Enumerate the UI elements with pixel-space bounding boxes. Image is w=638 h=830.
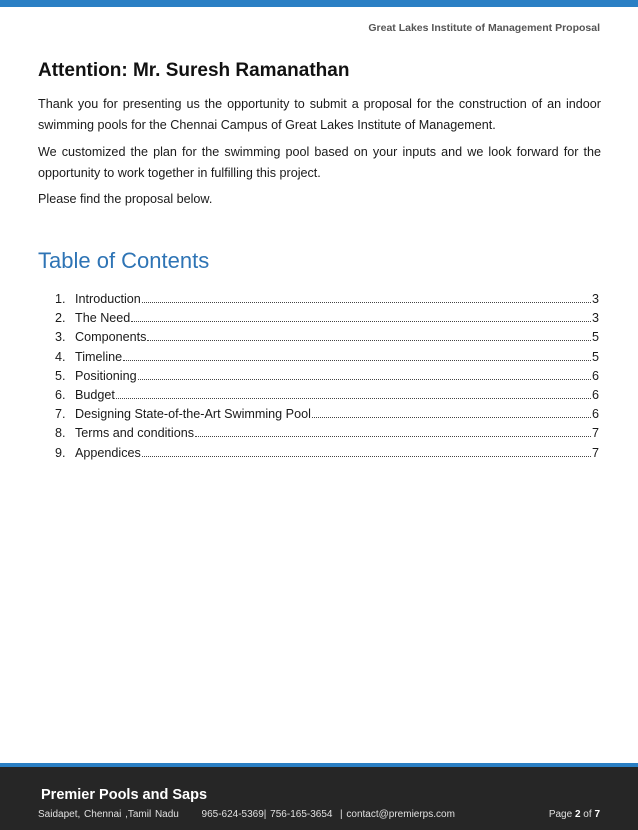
toc-leader-dots <box>142 291 591 303</box>
toc-item-label: Timeline <box>75 349 123 364</box>
toc-item-label: Terms and conditions <box>75 426 195 441</box>
toc-item-components[interactable] <box>55 328 599 347</box>
toc-item-page: 7 <box>591 445 599 460</box>
page-footer <box>0 763 638 830</box>
toc-item-label: Designing State-of-the-Art Swimming Pool <box>75 407 311 422</box>
toc-leader-dots <box>131 310 591 322</box>
toc-item-number: 7. <box>55 407 66 422</box>
page-total: 7 <box>594 809 600 820</box>
toc-leader-dots <box>147 329 591 341</box>
toc-title: Table of Contents <box>38 248 210 273</box>
attention-heading: Attention: Mr. Suresh Ramanathan <box>38 60 350 81</box>
toc-item-number: 2. <box>55 311 66 326</box>
page-current: 2 <box>574 809 581 820</box>
plan-paragraph: We customized the plan for the swimming pool based on your inputs and we look forward for the opportunity to work together in fulfilling this project. <box>38 145 601 180</box>
page-number <box>549 809 600 820</box>
toc-item-label: The Need <box>75 311 131 326</box>
toc-item-appendices[interactable] <box>55 444 599 463</box>
toc-item-number: 6. <box>55 387 66 402</box>
toc-item-introduction[interactable] <box>55 290 599 309</box>
page-of: of <box>580 809 595 820</box>
document-header: Great Lakes Institute of Management Proposal <box>368 22 600 34</box>
toc-item-terms[interactable] <box>55 424 599 443</box>
toc-item-page: 5 <box>591 349 599 364</box>
toc-leader-dots <box>138 368 591 380</box>
toc-item-page: 5 <box>591 330 599 345</box>
toc-item-label: Appendices <box>75 445 141 460</box>
toc-item-page: 3 <box>591 311 599 326</box>
toc-item-label: Components <box>75 330 147 345</box>
proposal-note: Please find the proposal below. <box>38 192 213 206</box>
toc-item-number: 9. <box>55 445 66 460</box>
toc-item-number: 4. <box>55 349 66 364</box>
page-prefix: Page <box>548 809 575 820</box>
toc-item-number: 1. <box>55 292 66 306</box>
toc-item-number: 5. <box>55 368 66 383</box>
toc-leader-dots <box>195 425 591 437</box>
toc-item-page: 6 <box>591 407 599 422</box>
toc-item-page: 6 <box>591 387 599 402</box>
toc-item-page: 7 <box>591 426 599 441</box>
toc-item-budget[interactable] <box>55 386 599 405</box>
contact-info: Saidapet, Chennai ,Tamil Nadu 965-624-5369| 756-165-3654 | contact@premierps.com <box>38 809 455 820</box>
toc-item-number: 8. <box>55 426 66 441</box>
toc-leader-dots <box>116 387 591 399</box>
toc-item-timeline[interactable] <box>55 348 599 367</box>
table-of-contents <box>55 290 599 463</box>
toc-leader-dots <box>312 406 591 418</box>
toc-leader-dots <box>123 349 591 361</box>
toc-item-page: 6 <box>591 368 599 383</box>
toc-leader-dots <box>142 445 591 457</box>
toc-item-label: Positioning <box>75 368 137 383</box>
top-accent-bar <box>0 0 638 7</box>
toc-item-page: 3 <box>591 292 599 306</box>
toc-item-label: Budget <box>75 387 115 402</box>
toc-item-the-need[interactable] <box>55 309 599 328</box>
toc-item-positioning[interactable] <box>55 367 599 386</box>
toc-item-label: Introduction <box>75 292 141 306</box>
toc-item-designing-pool[interactable] <box>55 405 599 424</box>
intro-paragraph: Thank you for presenting us the opportunity to submit a proposal for the construction of an indoor swimming pools for the Chennai Campus of Great Lakes Institute of Management. <box>38 97 601 132</box>
toc-item-number: 3. <box>55 330 66 345</box>
company-name: Premier Pools and Saps <box>41 787 208 803</box>
